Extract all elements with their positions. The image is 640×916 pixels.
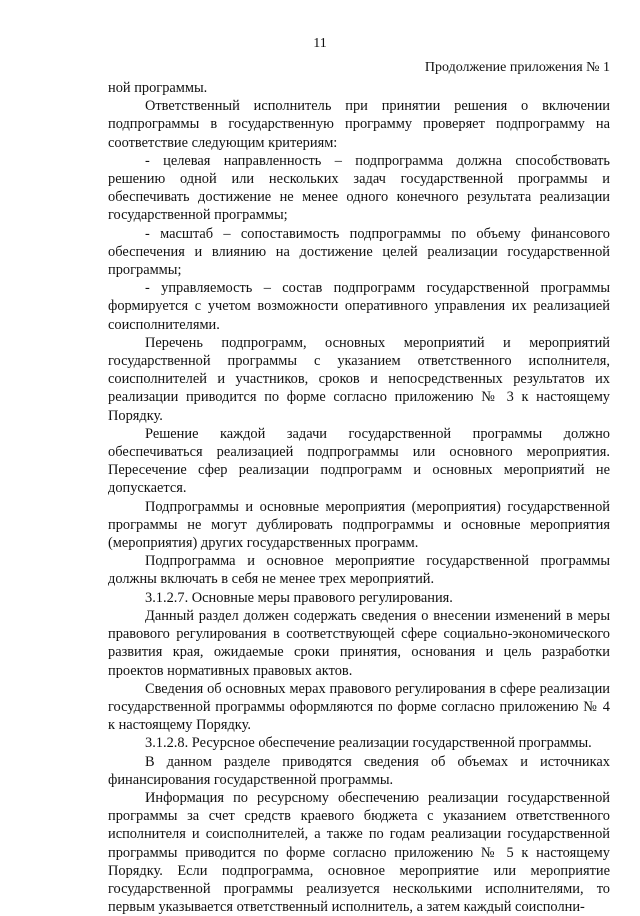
criterion-scale: - масштаб – сопоставимость подпрограммы по объему финансового обеспечения и влиянию на достижение целей реализации государственной программы; [108,225,610,279]
criterion-target-orientation: - целевая направленность – подпрограмма должна способствовать решению одной или нескольких задач государственной программы и обеспечивать достижение не менее одного конечного результата реализации государственной программы; [108,152,610,224]
paragraph-inclusion-criteria-intro: Ответственный исполнитель при принятии решения о включении подпрограммы в государственную программу проверяет подпрограмму на соответствие следующим критериям: [108,98,610,151]
paragraph-legal-form: Сведения об основных мерах правового регулирования в сфере реализации государственной программы оформляются по форме согласно приложению № 4 к настоящему Порядку. [108,680,610,734]
paragraph-measures-list: Перечень подпрограмм, основных мероприятий и мероприятий государственной программы с указанием ответственного исполнителя, соисполнителей и участников, сроков и непосредственных результатов их реализации приводится по форме согласно приложению № 3 к настоящему Порядку. [108,334,610,424]
paragraph-min-measures: Подпрограмма и основное мероприятие государственной программы должны включать в себя не менее трех мероприятий. [108,553,610,588]
section-heading-3-1-2-7: 3.1.2.7. Основные меры правового регулирования. [145,589,453,606]
paragraph-continuation: ной программы. [108,80,208,96]
section-heading-3-1-2-8: 3.1.2.8. Ресурсное обеспечение реализации государственной программы. [145,735,592,752]
page-number: 11 [313,36,327,51]
document-body [108,79,610,916]
paragraph-no-duplication: Подпрограммы и основные мероприятия (мероприятия) государственной программы не могут дублировать подпрограммы и основные мероприятия (мероприятия) других государственных программ. [108,498,610,552]
paragraph-resource-info: Информация по ресурсному обеспечению реализации государственной программы за счет средств краевого бюджета с указанием ответственного исполнителя и соисполнителей, а также по годам реализации государственной программы приводится по форме согласно приложению № 5 к настоящему Порядку. Если подпрограмма, основное мероприятие или мероприятие государственной программы реализуется несколькими исполнителями, то первым указывается ответственный исполнитель, а затем каждый соисполни- [108,789,610,916]
paragraph-task-solution: Решение каждой задачи государственной программы должно обеспечиваться реализацией подпрограммы или основного мероприятия. Пересечение сфер реализации подпрограмм и основных мероприятий не допускается. [108,425,610,497]
criterion-manageability: - управляемость – состав подпрограмм государственной программы формируется с учетом возможности оперативного управления их реализацией соисполнителями. [108,280,610,333]
paragraph-legal-regulation: Данный раздел должен содержать сведения о внесении изменений в меры правового регулирования в соответствующей сфере социально-экономического развития края, ожидаемые сроки принятия, основания и цель разработки проектов нормативных правовых актов. [108,607,610,679]
appendix-continuation-note: Продолжение приложения № 1 [424,60,610,75]
paragraph-financing-sources: В данном разделе приводятся сведения об объемах и источниках финансирования государственной программы. [108,753,610,788]
